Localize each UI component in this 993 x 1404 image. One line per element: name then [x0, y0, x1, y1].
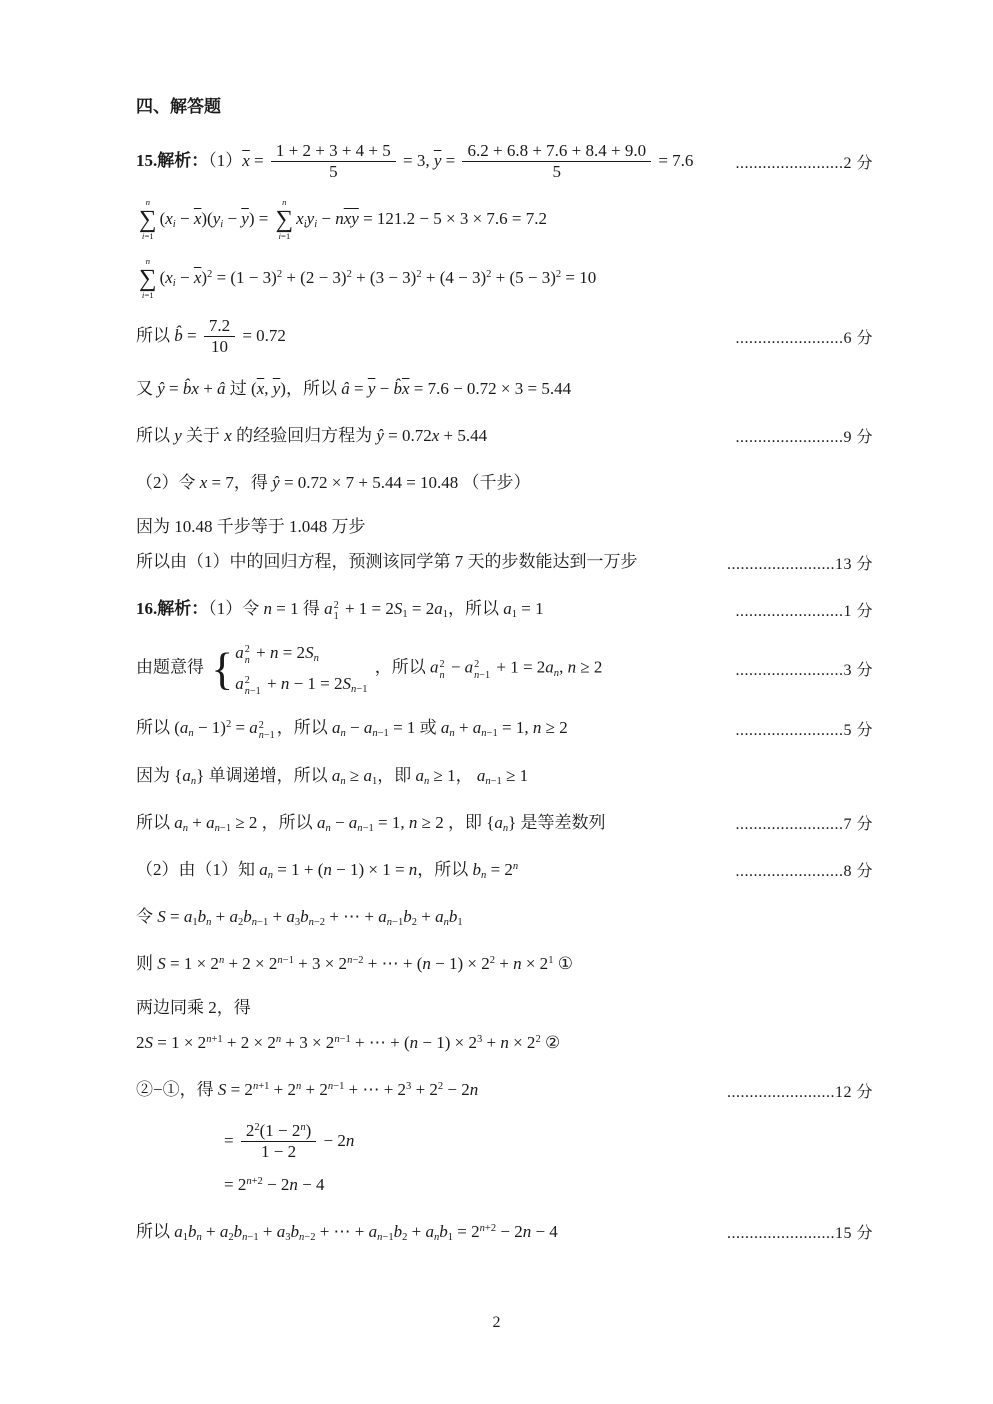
- score-marker: ........................7 分: [735, 816, 873, 834]
- solution-line-15-7: [136, 467, 873, 499]
- solution-line-15-8: [136, 514, 873, 540]
- math-content: 所以由（1）中的回归方程，预测该同学第 7 天的步数能达到一万步: [136, 551, 638, 571]
- solution-line-16-13: [136, 1169, 873, 1201]
- solution-line-16-10: [136, 1027, 873, 1059]
- math-content: 15.解析：$(1)\overline{x}$ = $\frac{1 + 2 + 3 + 4 + 5}{5}$ = 3, $\overline{y}$ = $\frac{6.2 + 6.8 + 7.6 + 8.4 + 9.0}{5}$ = 7.6: [136, 141, 694, 182]
- math-content: n ∑ i=1 $(x_i - \overline{x})^2 = (1 - 3)^2 + (2 - 3)^2 + (3 - 3)^2 + (4 - 3)^2 + (5 - 3)^2 = 10$: [139, 255, 597, 301]
- score-marker: ........................6 分: [735, 330, 873, 348]
- solution-line-16-2: [136, 640, 873, 698]
- solution-line-16-9: [136, 995, 873, 1021]
- score-marker: ........................15 分: [726, 1225, 873, 1243]
- math-content: 所以 $a_n + a_{n-1} \ge 2$ ，所以 $a_n - a_{n-1} = 1$, n ≥ 2 ，即 $\{a_n\}$ 是等差数列: [136, 812, 606, 834]
- math-content: 由题意得 { a 2 n + $n = 2S_n$ a 2 n−1 + $n - 1 = 2S_{n-1}$ ，所以 a 2 n − a 2 n−1 + $1 = 2a_n$, n ≥ 2: [136, 643, 603, 697]
- solution-line-15-6: [136, 420, 873, 452]
- math-content: 所以 $a_1b_n + a_2b_{n-1} + a_3b_{n-2}$ + ⋯ + $a_{n-1}b_2 + a_nb_1 = 2^{n+2} - 2n - 4$: [136, 1221, 558, 1243]
- solution-line-16-8: [136, 948, 873, 980]
- solution-line-15-5: [136, 373, 873, 405]
- solution-line-16-6: [136, 854, 873, 886]
- solution-line-16-12: [136, 1121, 873, 1163]
- math-content: $2S = 1 \times 2^{n+1} + 2 \times 2^n + 3 \times 2^{n-1}$ + ⋯ + $(n - 1) \times 2^3 + n \times 2^2$ ②: [136, 1032, 561, 1052]
- math-content: 令 $S = a_1b_n + a_2b_{n-1} + a_3b_{n-2}$ + ⋯ + $a_{n-1}b_2 + a_nb_1$: [136, 906, 463, 928]
- solution-line-15-2: [136, 198, 873, 242]
- math-content: 所以 y 关于 x 的经验回归方程为 ŷ = 0.72x + 5.44: [136, 425, 488, 445]
- math-content: ②−①，得 $S = 2^{n+1} + 2^n + 2^{n-1}$ + ⋯ + $2^3 + 2^2 - 2n$: [136, 1079, 479, 1099]
- score-marker: ........................12 分: [726, 1083, 873, 1101]
- math-content: n ∑ i=1 $(x_i - \overline{x})(y_i - \overline{y})$ = n ∑ i=1 $x_iy_i - n\overline{xy} = 121.2 - 5 \times 3 \times 7.6 = 7.2$: [139, 196, 547, 242]
- solution-line-16-11: [136, 1074, 873, 1106]
- solution-line-16-7: [136, 901, 873, 933]
- solution-line-15-3: [136, 257, 873, 301]
- math-content: 所以 $(a_n - 1)^2 = a$ 2 n−1 ，所以 $a_n - a_{n-1} = 1$ 或 $a_n + a_{n-1} = 1$, n ≥ 2: [136, 718, 568, 742]
- math-content: 因为 10.48 千步等于 1.048 万步: [136, 516, 366, 536]
- page-number: 2: [492, 1314, 501, 1331]
- score-marker: ........................3 分: [735, 662, 873, 680]
- solution-line-15-9: [136, 546, 873, 578]
- score-marker: ........................2 分: [735, 155, 873, 173]
- math-content: 则 $S = 1 \times 2^n + 2 \times 2^{n-1} + 3 \times 2^{n-2}$ + ⋯ + $(n - 1) \times 2^2 + n \times 2^1$ ①: [136, 953, 573, 973]
- math-content: = $2^{n+2} - 2n - 4$: [224, 1174, 325, 1194]
- solution-line-16-14: [136, 1216, 873, 1248]
- math-content: （2）由（1）知 $a_n = 1 + (n - 1) \times 1 = n$，所以 $b_n = 2^n$: [136, 859, 519, 881]
- score-marker: ........................1 分: [735, 602, 873, 620]
- solution-line-16-4: [136, 760, 873, 792]
- solution-line-15-1: [136, 141, 873, 183]
- math-content: （2）令 x = 7，得 ŷ = 0.72 × 7 + 5.44 = 10.48 （千步）: [136, 472, 531, 492]
- math-content: 因为 $\{a_n\}$ 单调递增，所以 $a_n \ge a_1$，即 $a_n \ge 1$， $a_{n-1} \ge 1$: [136, 765, 529, 787]
- math-content: 又 ŷ = b̂x + â 过 ($\overline{x}$, $\overline{y}$)，所以 â = $\overline{y}$ − $b̂\overline{x} = 7.6 - 0.72 \times 3 = 5.44$: [136, 378, 572, 398]
- math-content: = $\frac{2^2(1 - 2^n)}{1 - 2}$ − 2n: [224, 1121, 355, 1162]
- math-content: 两边同乘 2，得: [136, 997, 251, 1017]
- score-marker: ........................5 分: [735, 722, 873, 740]
- solution-line-15-4: [136, 316, 873, 358]
- score-marker: ........................9 分: [735, 429, 873, 447]
- math-content: 所以 b̂ = $\frac{7.2}{10}$ = 0.72: [136, 315, 286, 357]
- score-marker: ........................8 分: [735, 863, 873, 881]
- score-marker: ........................13 分: [726, 555, 873, 573]
- solution-line-16-3: [136, 713, 873, 745]
- solution-line-16-1: [136, 593, 873, 625]
- math-content: 16.解析：（1）令 n = 1 得 a 2 1 + $1 = 2S_1 = 2a_1$，所以 $a_1 = 1$: [136, 598, 544, 622]
- section-heading: 四、解答题: [136, 97, 221, 116]
- solution-line-16-5: [136, 807, 873, 839]
